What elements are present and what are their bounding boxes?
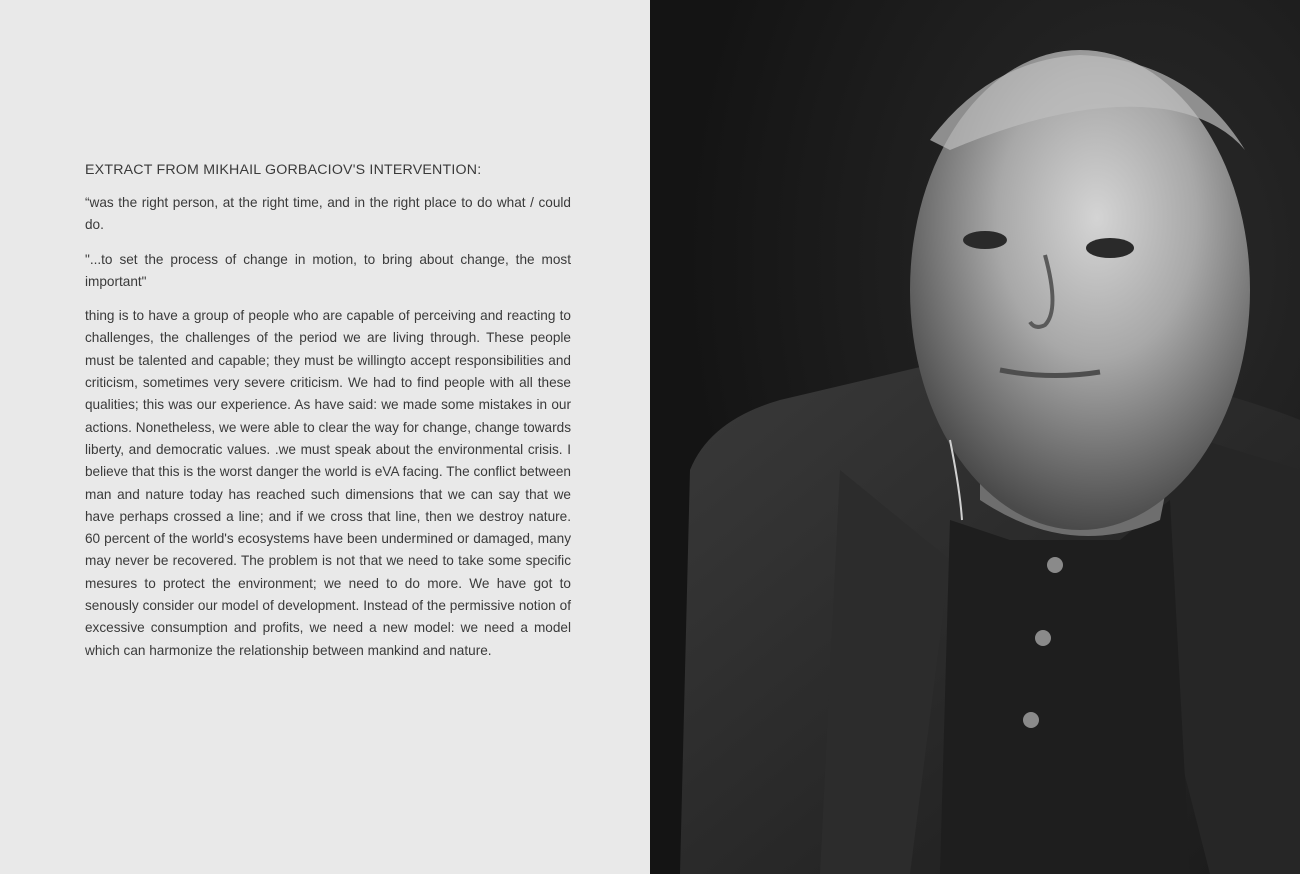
- quote-paragraph-1: “was the right person, at the right time, and in the right place to do what / could do.: [85, 195, 571, 233]
- quote-paragraph-2: "...to set the process of change in motion, to bring about change, the most important": [85, 251, 571, 289]
- portrait-photo: [650, 0, 1300, 874]
- portrait-illustration: [650, 0, 1300, 874]
- left-eye: [963, 231, 1007, 249]
- right-eye: [1086, 238, 1134, 258]
- shirt-button: [1047, 557, 1063, 573]
- article-heading: EXTRACT FROM MIKHAIL GORBACIOV'S INTERVENTION:: [85, 162, 482, 178]
- shirt-shape: [940, 500, 1190, 874]
- shirt-button: [1035, 630, 1051, 646]
- body-paragraph: thing is to have a group of people who are capable of perceiving and reacting to challenges, the challenges of the period we are living through. These people must be talented and capable; they must be willingto accept responsibilities and criticism, sometimes very severe criticism. We had to find people with all these qualities; this was our experience. As have said: we made some mistakes in our actions. Nonetheless, we were able to clear the way for change, change towards liberty, and democratic values. .we must speak about the environmental crisis. I believe that this is the worst danger the world is eVA facing. The conflict between man and nature today has reached such dimensions that we can say that we have perhaps crossed a line; and if we cross that line, then we destroy nature. 60 percent of the world's ecosystems have been undermined or damaged, many may never be recovered. The problem is not that we need to take some specific mesures to protect the environment; we need to do more. We have got to senously consider our model of development. Instead of the permissive notion of excessive consumption and profits, we need a new model: we need a model which can harmonize the relationship between mankind and nature.: [85, 308, 571, 658]
- shirt-button: [1023, 712, 1039, 728]
